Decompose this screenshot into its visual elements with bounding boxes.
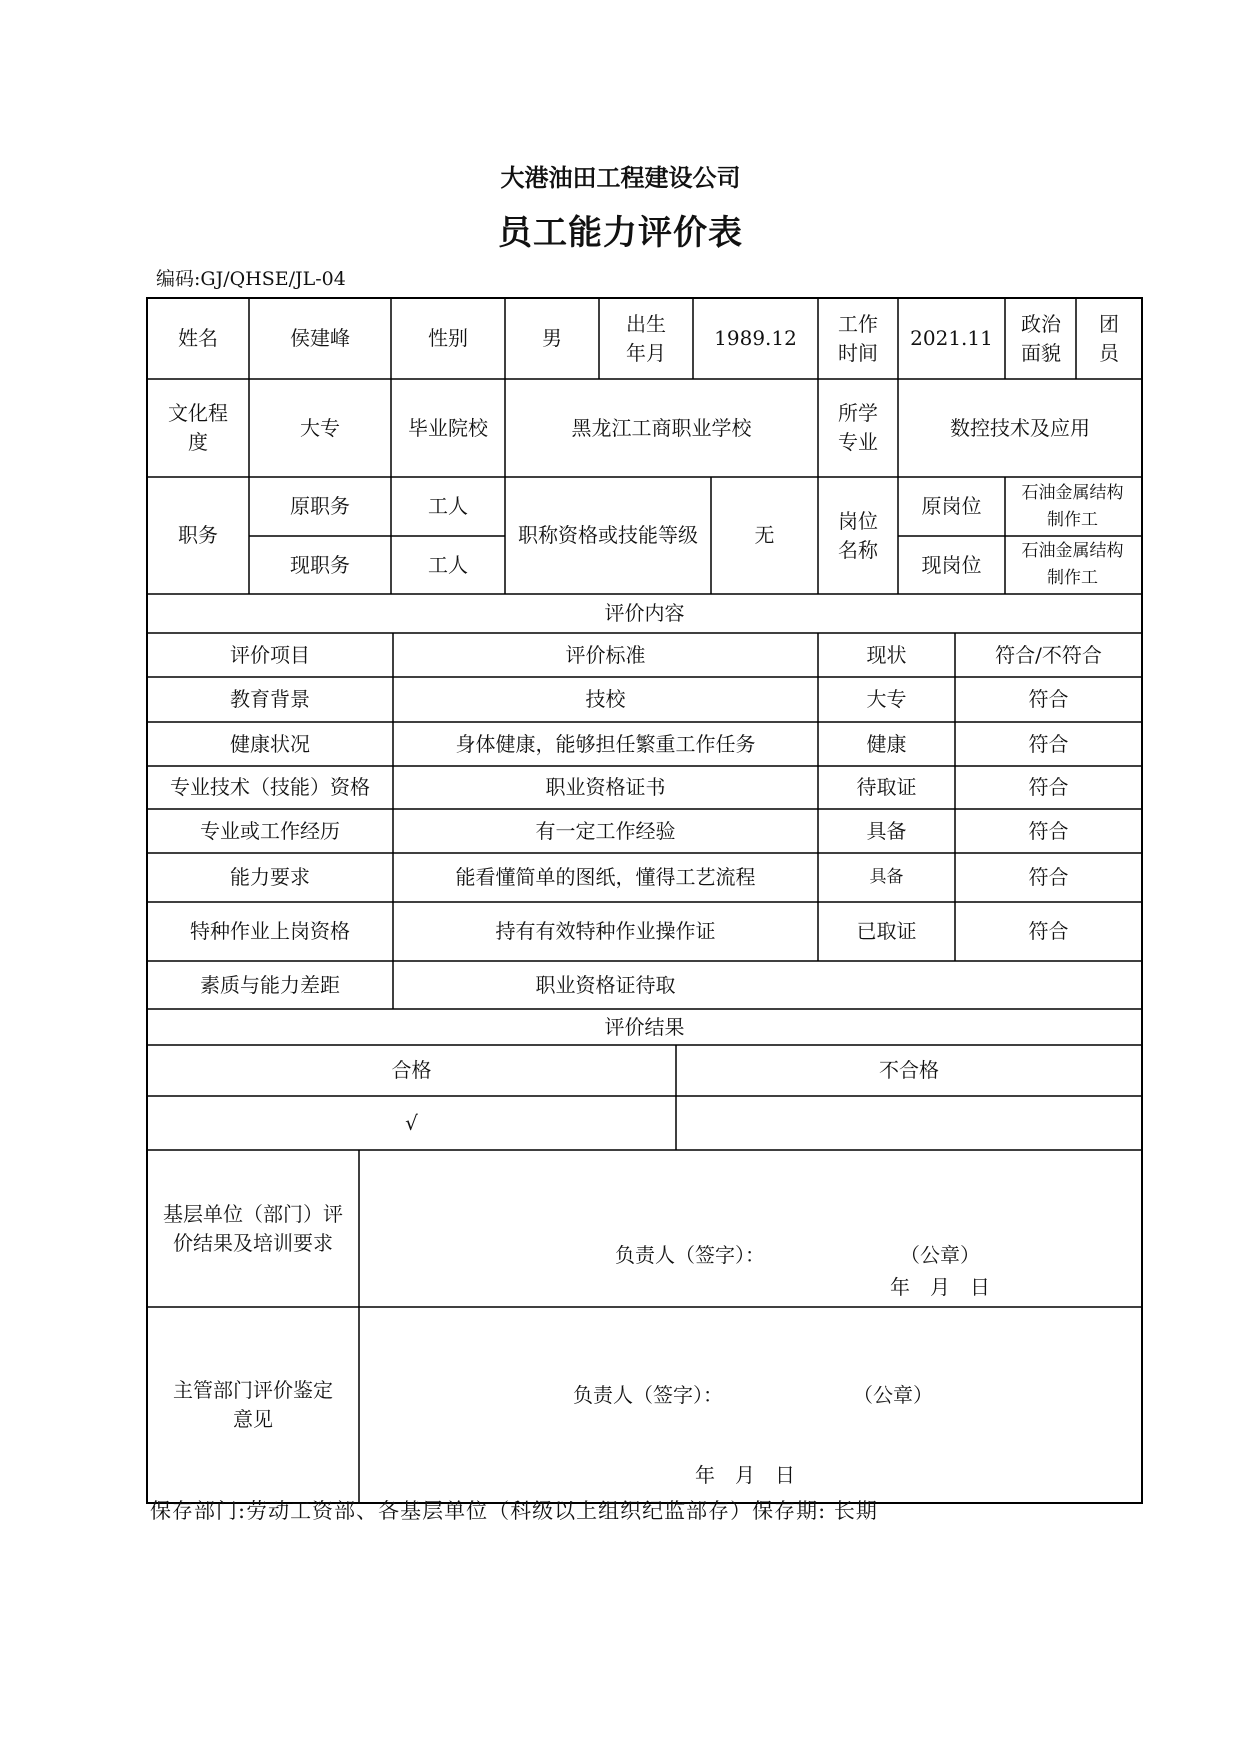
unit-opinion-label: 基层单位（部门）评价结果及培训要求 xyxy=(163,1201,343,1255)
school-label: 毕业院校 xyxy=(408,415,488,440)
row-status: 健康 xyxy=(866,731,907,756)
result-section-title: 评价结果 xyxy=(604,1014,685,1039)
gap-label: 素质与能力差距 xyxy=(200,972,340,997)
row-status: 已取证 xyxy=(856,919,917,943)
form-code: 编码:GJ/QHSE/JL-04 xyxy=(156,268,346,290)
row-standard: 技校 xyxy=(585,687,626,711)
row-item: 特种作业上岗资格 xyxy=(190,919,350,943)
company-name: 大港油田工程建设公司 xyxy=(500,164,741,192)
school-value: 黑龙江工商职业学校 xyxy=(571,415,752,440)
major-label: 所学专业 xyxy=(838,401,878,454)
row-item: 能力要求 xyxy=(230,865,310,889)
qualification-label: 职称资格或技能等级 xyxy=(518,523,698,547)
header-result: 符合/不符合 xyxy=(995,642,1102,667)
duty-label: 职务 xyxy=(178,523,218,547)
row-standard: 能看懂简单的图纸，懂得工艺流程 xyxy=(455,865,756,889)
dept-seal-label: （公章） xyxy=(853,1382,933,1407)
row-item: 教育背景 xyxy=(230,687,310,711)
row-status: 具备 xyxy=(866,818,907,843)
education-label: 文化程度 xyxy=(168,401,228,454)
row-result: 符合 xyxy=(1028,775,1069,799)
form-title: 员工能力评价表 xyxy=(498,213,743,253)
row-status: 待取证 xyxy=(856,775,917,799)
header-status: 现状 xyxy=(866,642,907,667)
pass-label: 合格 xyxy=(391,1058,432,1082)
political-label: 政治面貌 xyxy=(1021,311,1061,365)
storage-note: 保存部门:劳动工资部、各基层单位（科级以上组织纪监部存）保存期: 长期 xyxy=(150,1499,878,1523)
evaluation-section-title: 评价内容 xyxy=(604,601,685,625)
unit-signature-label: 负责人（签字）： xyxy=(615,1242,765,1267)
education-value: 大专 xyxy=(300,415,340,440)
row-item: 专业技术（技能）资格 xyxy=(170,775,370,799)
row-standard: 职业资格证书 xyxy=(545,775,666,799)
orig-post-label: 原岗位 xyxy=(921,494,982,518)
orig-post-value: 石油金属结构制作工 xyxy=(1021,482,1124,530)
row-result: 符合 xyxy=(1028,687,1069,711)
curr-post-value: 石油金属结构制作工 xyxy=(1021,541,1124,588)
fail-mark-cell xyxy=(676,1096,1142,1150)
orig-duty-value: 工人 xyxy=(428,494,468,518)
pass-checkmark: √ xyxy=(405,1110,418,1135)
row-result: 符合 xyxy=(1028,731,1069,756)
unit-seal-label: （公章） xyxy=(900,1242,980,1267)
gender-label: 性别 xyxy=(428,326,468,350)
row-status: 大专 xyxy=(866,687,907,711)
row-status: 具备 xyxy=(869,867,904,887)
post-label: 岗位名称 xyxy=(838,508,878,562)
name-value: 侯建峰 xyxy=(290,326,350,350)
row-result: 符合 xyxy=(1028,919,1069,943)
orig-duty-label: 原职务 xyxy=(290,494,350,518)
qualification-value: 无 xyxy=(754,523,775,547)
row-result: 符合 xyxy=(1028,818,1069,843)
row-standard: 身体健康，能够担任繁重工作任务 xyxy=(455,731,756,756)
work-time-label: 工作时间 xyxy=(838,311,878,365)
curr-duty-value: 工人 xyxy=(428,552,468,577)
row-standard: 有一定工作经验 xyxy=(535,818,676,843)
political-value: 团员 xyxy=(1099,311,1119,365)
work-time-value: 2021.11 xyxy=(910,326,993,350)
header-item: 评价项目 xyxy=(230,642,310,667)
row-item: 专业或工作经历 xyxy=(200,818,340,843)
unit-date: 年 月 日 xyxy=(890,1274,990,1299)
curr-post-label: 现岗位 xyxy=(921,552,982,577)
row-result: 符合 xyxy=(1028,865,1069,889)
dept-date: 年 月 日 xyxy=(695,1462,795,1487)
name-label: 姓名 xyxy=(178,326,218,350)
gap-value: 职业资格证待取 xyxy=(535,972,676,997)
gender-value: 男 xyxy=(542,326,562,350)
birth-value: 1989.12 xyxy=(714,326,797,350)
dept-opinion-label: 主管部门评价鉴定意见 xyxy=(173,1378,333,1431)
row-standard: 持有有效特种作业操作证 xyxy=(495,919,716,943)
row-item: 健康状况 xyxy=(230,731,310,756)
fail-label: 不合格 xyxy=(879,1058,939,1082)
major-value: 数控技术及应用 xyxy=(950,415,1090,440)
curr-duty-label: 现职务 xyxy=(290,552,350,577)
dept-signature-label: 负责人（签字）： xyxy=(573,1382,723,1407)
header-standard: 评价标准 xyxy=(565,642,646,667)
birth-label: 出生年月 xyxy=(626,311,666,365)
